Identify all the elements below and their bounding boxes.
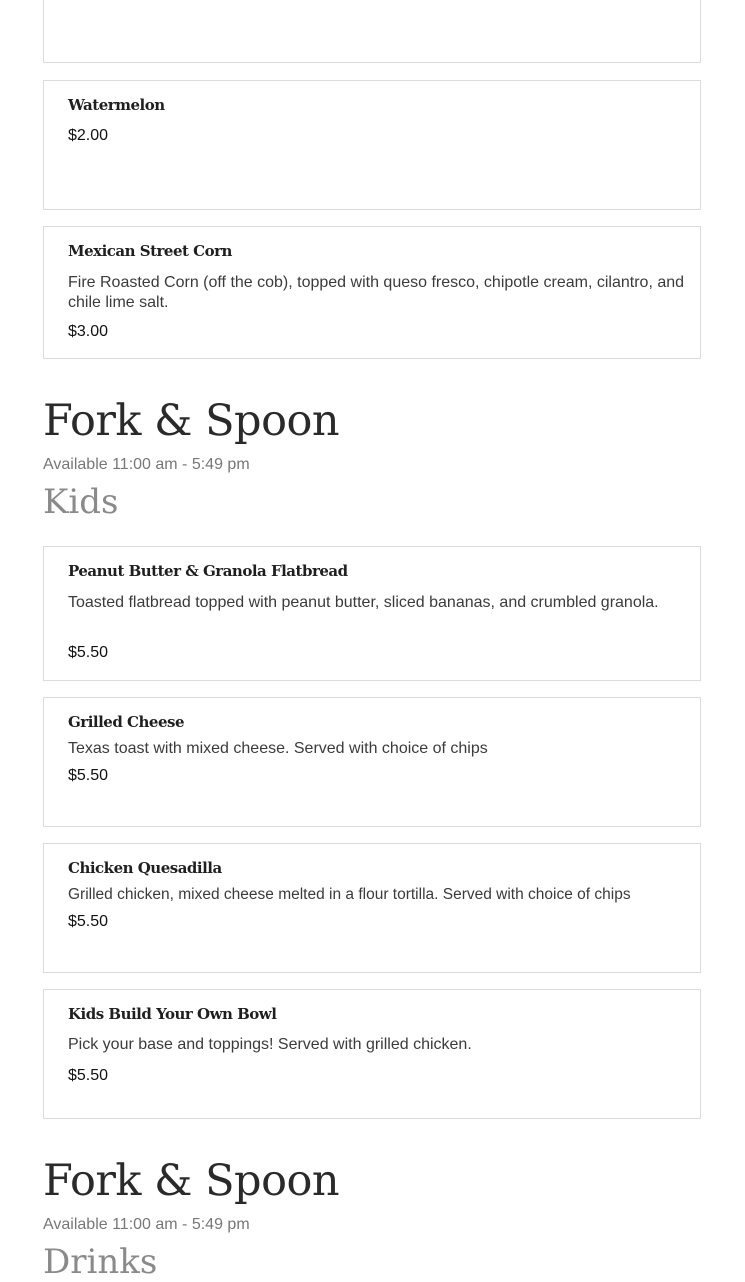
item-name: Mexican Street Corn: [68, 242, 232, 260]
item-description: Fire Roasted Corn (off the cob), topped with queso fresco, chipotle cream, cilantro, and chile lime salt.: [68, 274, 685, 311]
item-name: Watermelon: [68, 96, 165, 114]
item-price: $5.50: [68, 767, 109, 784]
menu-item-card[interactable]: [43, 0, 701, 63]
item-description: Grilled chicken, mixed cheese melted in a flour tortilla. Served with choice of chips: [68, 886, 631, 903]
menu-item-card-watermelon[interactable]: [43, 80, 701, 210]
menu-title: Fork & Spoon: [43, 396, 340, 446]
availability-hours: Available 11:00 am - 5:49 pm: [43, 1216, 250, 1233]
item-description: Pick your base and toppings! Served with grilled chicken.: [68, 1036, 472, 1053]
item-name: Kids Build Your Own Bowl: [68, 1005, 277, 1023]
item-name: Grilled Cheese: [68, 713, 184, 731]
menu-item-card-mexican-street-corn[interactable]: [43, 226, 701, 359]
menu-title: Fork & Spoon: [43, 1156, 340, 1206]
item-price: $5.50: [68, 913, 109, 930]
availability-hours: Available 11:00 am - 5:49 pm: [43, 456, 250, 473]
item-name: Chicken Quesadilla: [68, 859, 222, 877]
menu-item-card-grilled-cheese[interactable]: [43, 697, 701, 827]
item-price: $5.50: [68, 644, 109, 661]
category-heading-drinks: Drinks: [43, 1242, 158, 1282]
menu-item-card-pb-granola-flatbread[interactable]: [43, 546, 701, 681]
item-description: Texas toast with mixed cheese. Served with choice of chips: [68, 740, 488, 757]
menu-item-card-kids-build-your-own-bowl[interactable]: [43, 989, 701, 1119]
category-heading-kids: Kids: [43, 482, 119, 522]
item-price: $3.00: [68, 323, 109, 340]
item-price: $2.00: [68, 127, 109, 144]
item-price: $5.50: [68, 1067, 109, 1084]
item-description: Toasted flatbread topped with peanut butter, sliced bananas, and crumbled granola.: [68, 594, 659, 611]
item-name: Peanut Butter & Granola Flatbread: [68, 562, 348, 580]
menu-item-card-chicken-quesadilla[interactable]: [43, 843, 701, 973]
